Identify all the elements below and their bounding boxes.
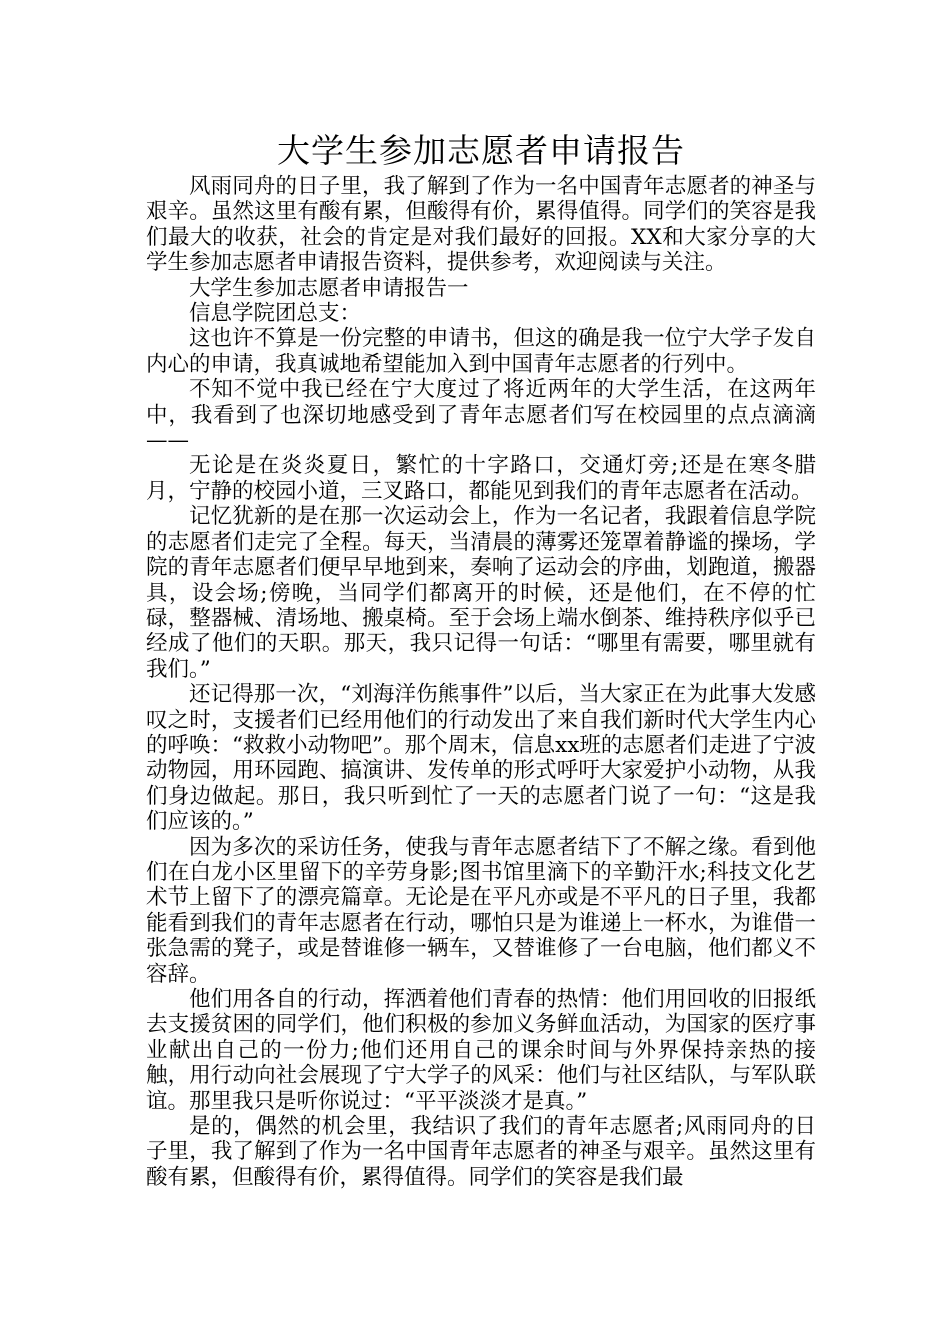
paragraph: 因为多次的采访任务，使我与青年志愿者结下了不解之缘。看到他们在白龙小区里留下的辛劳身影;图书馆里滴下的辛勤汗水;科技文化艺术节上留下了的漂亮篇章。无论是在平凡亦或是不平凡的日子里，我都能看到我们的青年志愿者在行动，哪怕只是为谁递上一杯水，为谁借一张急需的凳子，或是替谁修一辆车，又替谁修了一台电脑，他们都义不容辞。 — [146, 834, 816, 987]
document-page — [146, 128, 816, 1190]
paragraph-intro: 风雨同舟的日子里，我了解到了作为一名中国青年志愿者的神圣与艰辛。虽然这里有酸有累，但酸得有价，累得值得。同学们的笑容是我们最大的收获，社会的肯定是对我们最好的回报。XX和大家分享的大学生参加志愿者申请报告资料，提供参考，欢迎阅读与关注。 — [146, 174, 816, 276]
salutation: 信息学院团总支： — [189, 301, 362, 327]
paragraph: 无论是在炎炎夏日，繁忙的十字路口，交通灯旁;还是在寒冬腊月，宁静的校园小道，三叉路口，都能见到我们的青年志愿者在活动。 — [146, 453, 816, 504]
section-heading: 大学生参加志愿者申请报告一 — [189, 275, 469, 301]
paragraph: 他们用各自的行动，挥洒着他们青春的热情：他们用回收的旧报纸去支援贫困的同学们，他们积极的参加义务鲜血活动，为国家的医疗事业献出自己的一份力;他们还用自己的课余时间与外界保持亲热的接触，用行动向社会展现了宁大学子的风采：他们与社区结队，与军队联谊。那里我只是听你说过：“平平淡淡才是真。” — [146, 987, 816, 1114]
paragraph: 记忆犹新的是在那一次运动会上，作为一名记者，我跟着信息学院的志愿者们走完了全程。每天，当清晨的薄雾还笼罩着静谧的操场，学院的青年志愿者们便早早地到来，奏响了运动会的序曲，划跑道，搬器具，设会场;傍晚，当同学们都离开的时候，还是他们，在不停的忙碌，整器械、清场地、搬桌椅。至于会场上端水倒茶、维持秩序似乎已经成了他们的天职。那天，我只记得一句话：“哪里有需要，哪里就有我们。” — [146, 504, 816, 682]
paragraph: 这也许不算是一份完整的申请书，但这的确是我一位宁大学子发自内心的申请，我真诚地希望能加入到中国青年志愿者的行列中。 — [146, 326, 816, 377]
paragraph: 是的，偶然的机会里，我结识了我们的青年志愿者;风雨同舟的日子里，我了解到了作为一名中国青年志愿者的神圣与艰辛。虽然这里有酸有累，但酸得有价，累得值得。同学们的笑容是我们最 — [146, 1114, 816, 1190]
paragraph: 还记得那一次，“刘海洋伤熊事件”以后，当大家正在为此事大发感叹之时，支援者们已经用他们的行动发出了来自我们新时代大学生内心的呼唤：“救救小动物吧”。那个周末，信息xx班的志愿者们走进了宁波动物园，用环园跑、搞演讲、发传单的形式呼吁大家爱护小动物，从我们身边做起。那日，我只听到忙了一天的志愿者门说了一句：“这是我们应该的。” — [146, 682, 816, 835]
document-title: 大学生参加志愿者申请报告 — [277, 131, 685, 170]
paragraph: 不知不觉中我已经在宁大度过了将近两年的大学生活，在这两年中，我看到了也深切地感受到了青年志愿者们写在校园里的点点滴滴—— — [146, 377, 816, 454]
